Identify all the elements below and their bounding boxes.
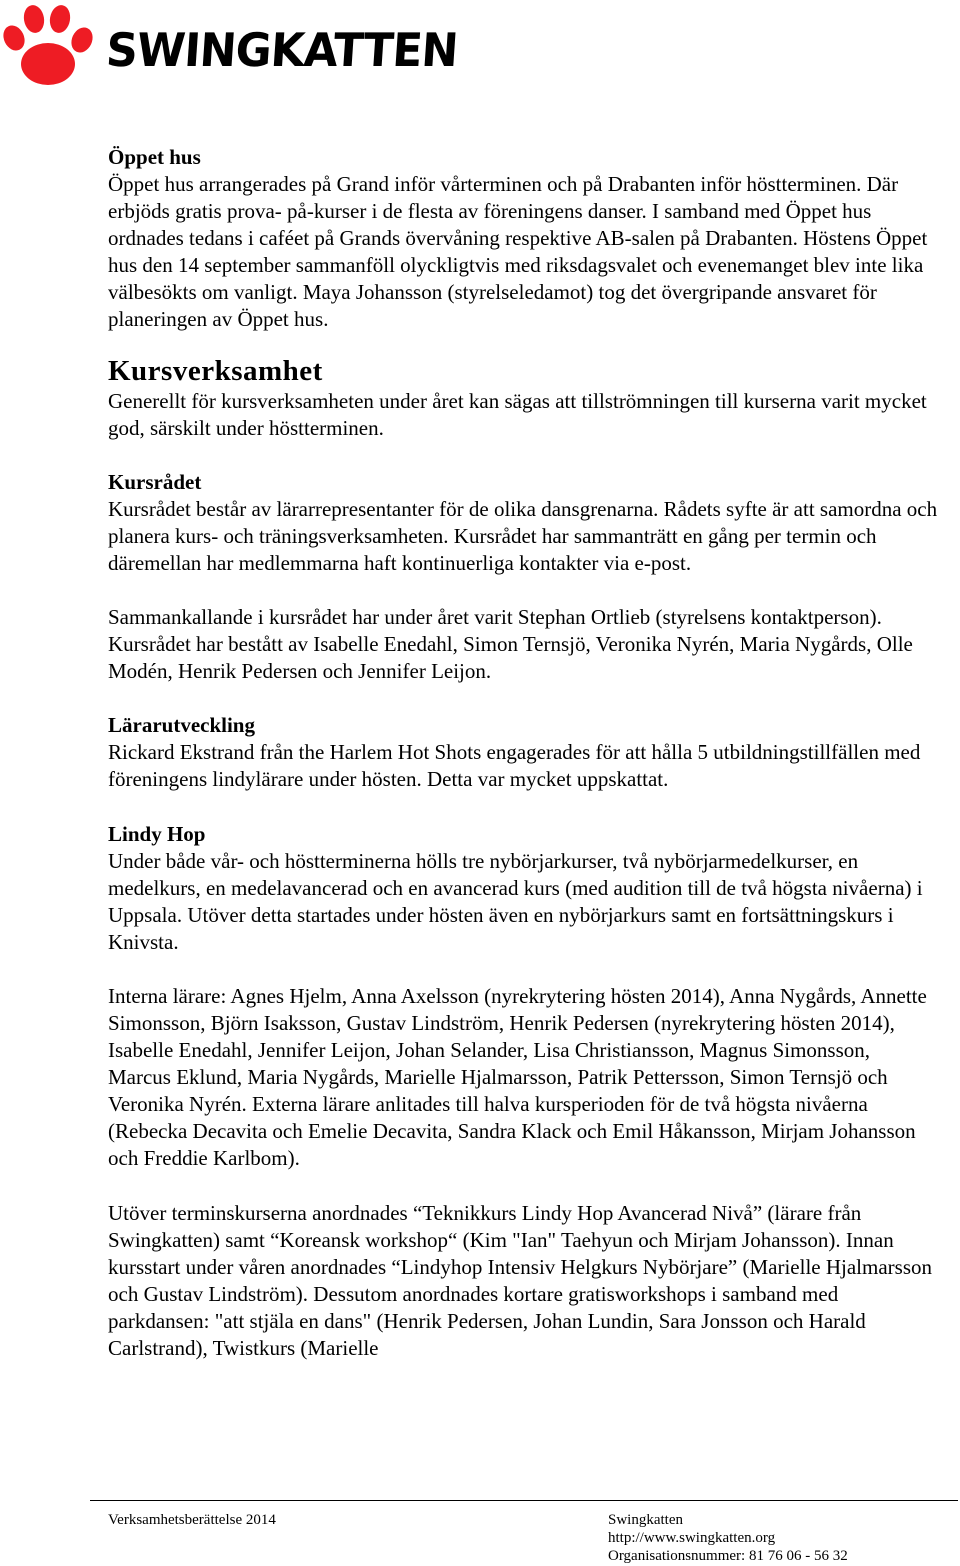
heading-lindy-hop: Lindy Hop bbox=[108, 821, 206, 846]
heading-open-house: Öppet hus bbox=[108, 145, 201, 169]
logo bbox=[0, 0, 460, 95]
paragraph-lindy-hop-3: Utöver terminskurserna anordnades “Teknikkurs Lindy Hop Avancerad Nivå” (lärare från Swingkatten) samt “Koreansk workshop“ (Kim "Ian" Taehyun och Mirjam Johansson). Innan kursstart under våren anordnades “Lindyhop Intensiv Helgkurs Nybörjare” (Marielle Hjalmarsson och Gustav Lindström). Dessutom anordnades kortare gratisworkshops i samband med parkdansen: "att stjäla en dans" (Henrik Pedersen, Johan Lundin, Sara Jonsson och Harald Carlstrand), Twistkurs (Marielle bbox=[108, 1200, 932, 1360]
paragraph-courses: Generellt för kursverksamheten under året kan sägas att tillströmningen till kurserna varit mycket god, särskilt under höstterminen. bbox=[108, 388, 927, 440]
logo-text: SWINGKATTEN bbox=[104, 24, 460, 78]
footer-org-info bbox=[608, 1511, 848, 1565]
paragraph-open-house: Öppet hus arrangerades på Grand inför vårterminen och på Drabanten inför höstterminen. Där erbjöds gratis prova- på-kurser i de flesta av föreningens danser. I samband med Öppet hus ordnades tedans i caféet på Grands övervåning respektive AB-salen på Drabanten. Höstens Öppet hus den 14 september sammanföll olyckligtvis med riksdagsvalet och evenemanget blev inte lika välbesökts om vanligt. Maya Johansson (styrelseledamot) tog det övergripande ansvaret för planeringen av Öppet hus. bbox=[108, 172, 928, 332]
footer-report-title: Verksamhetsberättelse 2014 bbox=[108, 1512, 276, 1528]
footer-divider bbox=[90, 1500, 958, 1501]
footer-org-number: Organisationsnummer: 81 76 06 - 56 32 bbox=[608, 1548, 848, 1564]
paragraph-teacher-development: Rickard Ekstrand från the Harlem Hot Shots engagerades för att hålla 5 utbildningstillfällen med föreningens lindylärare under hösten. Detta var mycket uppskattat. bbox=[108, 740, 921, 792]
footer-org-name: Swingkatten bbox=[608, 1512, 683, 1528]
paragraph-course-council-1: Kursrådet består av lärarrepresentanter för de olika dansgrenarna. Rådets syfte är att samordna och planera kurs- och träningsverksamheten. Kursrådet har sammanträtt en gång per termin och däremellan har medlemmarna haft kontinuerliga kontakter via e-post. bbox=[108, 496, 938, 575]
heading-courses: Kursverksamhet bbox=[108, 354, 323, 387]
paragraph-course-council-2: Sammankallande i kursrådet har under året varit Stephan Ortlieb (styrelsens kontaktperson). Kursrådet har bestått av Isabelle Enedahl, Simon Ternsjö, Veronika Nyrén, Maria Nygårds, Olle Modén, Henrik Pedersen och Jennifer Leijon. bbox=[108, 605, 913, 684]
paw-icon bbox=[2, 2, 98, 92]
paragraph-lindy-hop-2: Interna lärare: Agnes Hjelm, Anna Axelsson (nyrekrytering hösten 2014), Anna Nygårds, Annette Simonsson, Björn Isaksson, Gustav Lindström, Henrik Pedersen (nyrekrytering hösten 2014), Isabelle Enedahl, Jennifer Leijon, Johan Selander, Lisa Christiansson, Magnus Simonsson, Marcus Eklund, Maria Nygårds, Marielle Hjalmarsson, Patrik Pettersson, Simon Ternsjö och Veronika Nyrén. Externa lärare anlitades till halva kursperioden för de två högsta nivåerna (Rebecka Decavita och Emelie Decavita, Sandra Klack och Emil Håkansson, Mirjam Johansson och Freddie Karlbom). bbox=[108, 983, 927, 1171]
footer-url[interactable]: http://www.swingkatten.org bbox=[608, 1530, 776, 1546]
document-body bbox=[108, 144, 938, 1362]
heading-teacher-development: Lärarutveckling bbox=[108, 713, 255, 738]
paragraph-lindy-hop-1: Under både vår- och höstterminerna hölls tre nybörjarkurser, två nybörjarmedelkurser, en medelkurs, en medelavancerad och en avancerad kurs (med audition till de två högsta nivåerna) i Uppsala. Utöver detta startades under hösten även en nybörjarkurs samt en fortsättningskurs i Knivsta. bbox=[108, 848, 923, 954]
heading-course-council: Kursrådet bbox=[108, 469, 202, 494]
